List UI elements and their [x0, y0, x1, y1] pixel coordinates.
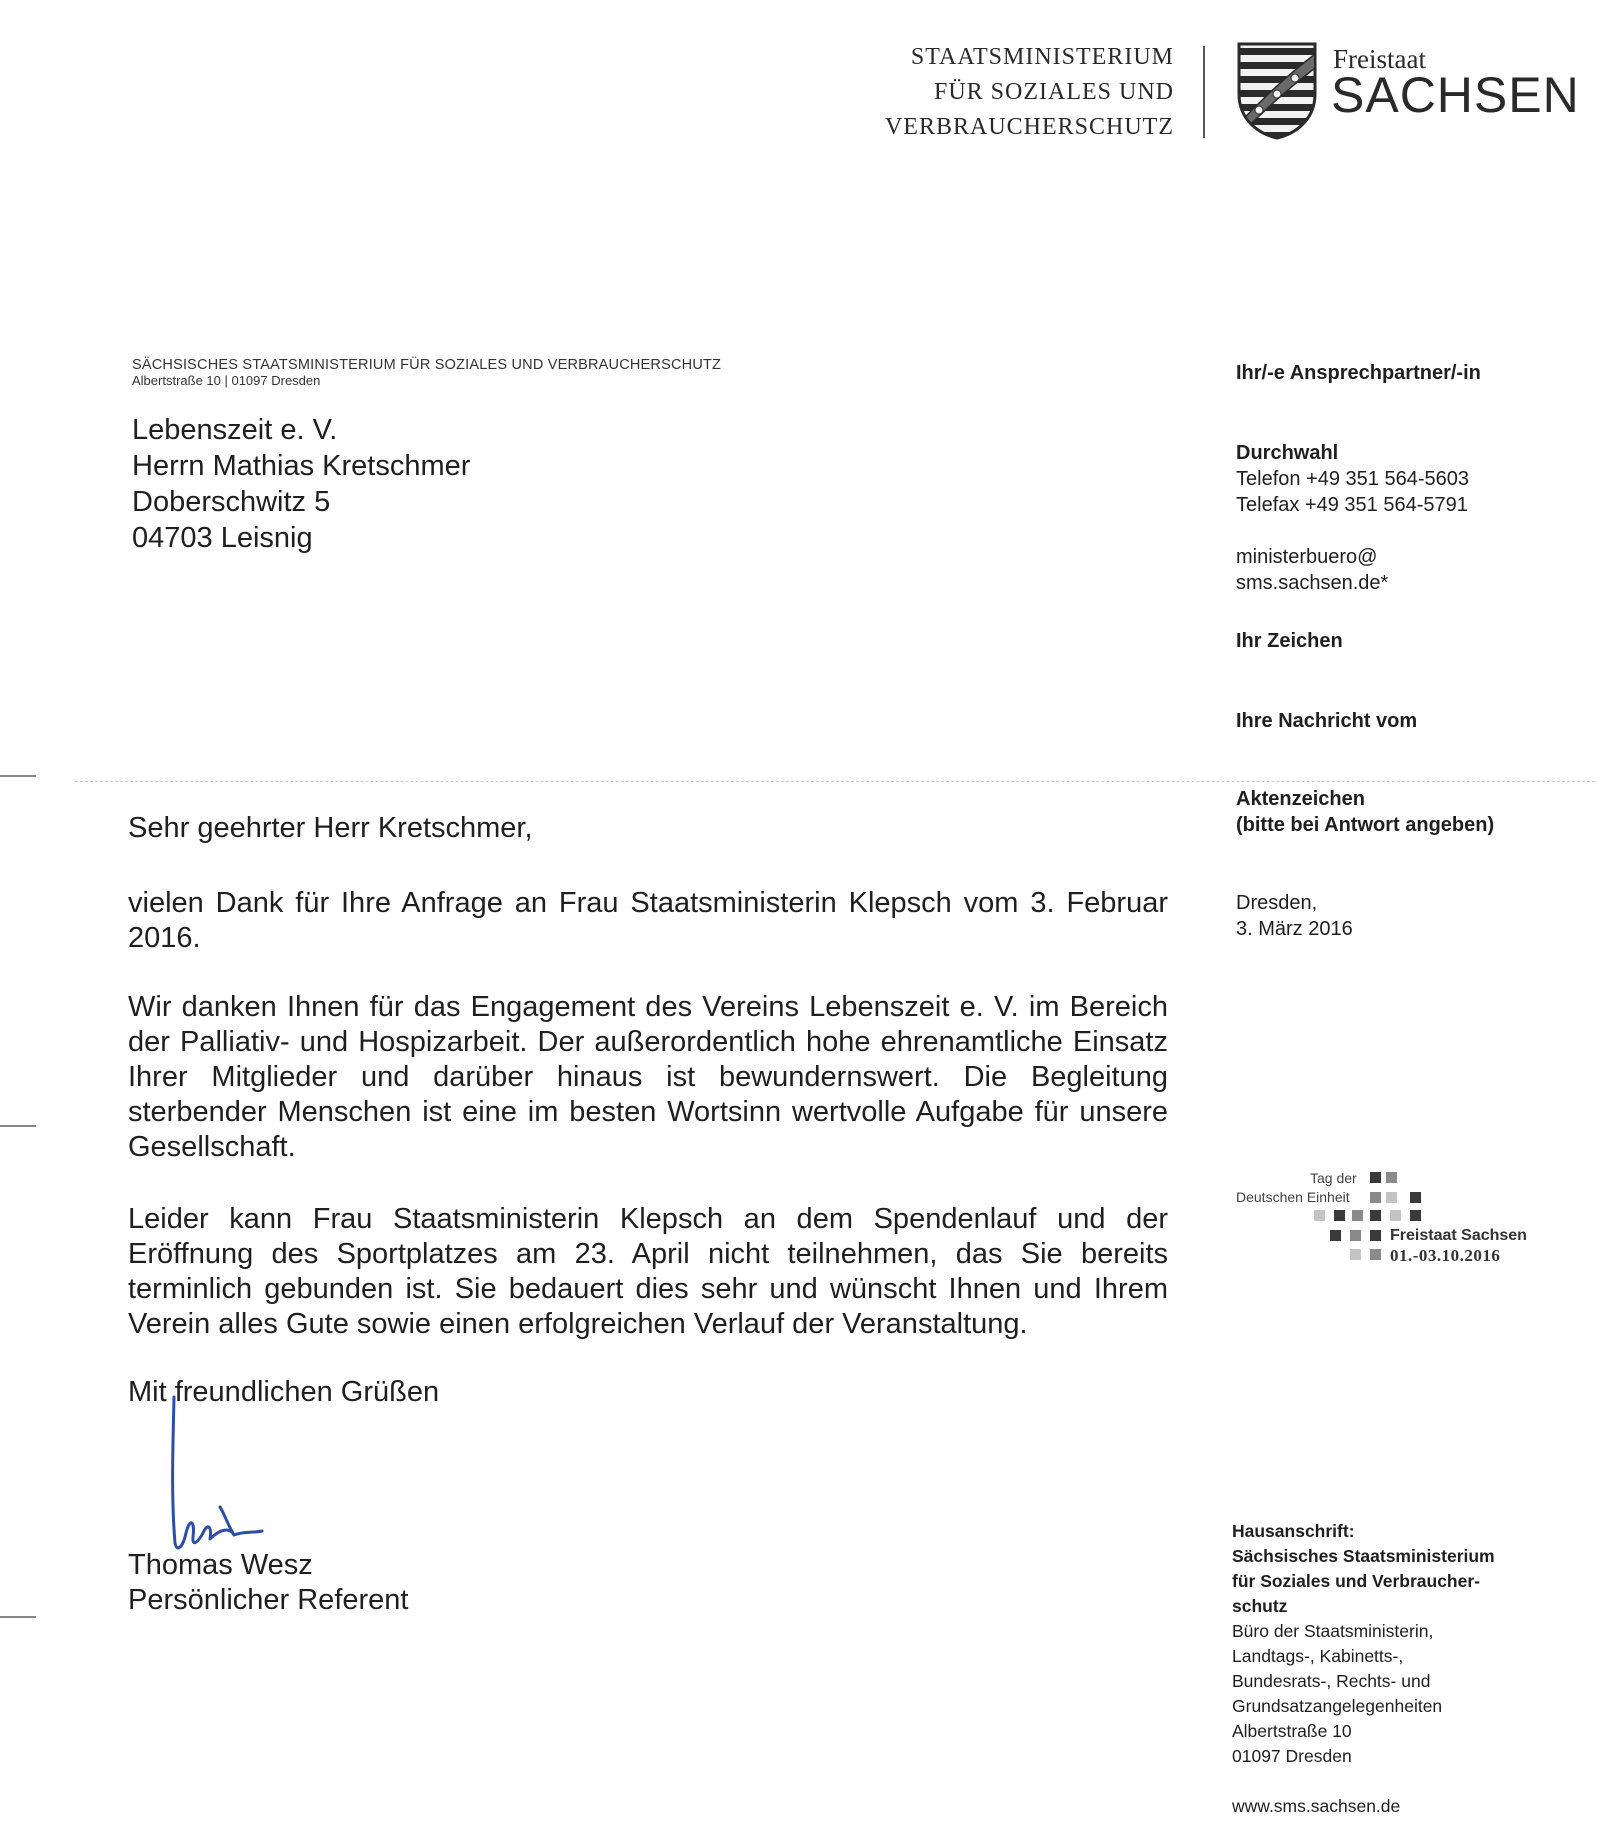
logo-square: [1370, 1230, 1381, 1241]
logo-square: [1390, 1210, 1401, 1221]
footer-heading: Hausanschrift:: [1232, 1521, 1355, 1541]
event-logo-dates: 01.-03.10.2016: [1390, 1246, 1501, 1265]
ministry-name-line1: STAATSMINISTERIUM: [910, 44, 1174, 70]
logo-square: [1386, 1172, 1397, 1183]
logo-square: [1410, 1210, 1421, 1221]
sender-address: Albertstraße 10 | 01097 Dresden: [132, 373, 321, 388]
logo-square: [1352, 1210, 1363, 1221]
sender-name: SÄCHSISCHES STAATSMINISTERIUM FÜR SOZIALES UND VERBRAUCHERSCHUTZ: [132, 357, 722, 373]
state-label: Freistaat: [1333, 44, 1426, 74]
logo-square: [1370, 1249, 1381, 1260]
contact-heading: Ihr/-e Ansprechpartner/-in: [1236, 362, 1481, 384]
logo-square: [1370, 1172, 1381, 1183]
fold-mark-bottom: [0, 1616, 36, 1618]
ministry-name-line2: FÜR SOZIALES UND: [933, 79, 1174, 105]
fax-number: Telefax +49 351 564-5791: [1236, 494, 1468, 516]
phone-number: Telefon +49 351 564-5603: [1236, 468, 1469, 490]
ministry-name: [885, 40, 1174, 145]
recipient-address: [132, 412, 470, 556]
footer-dept-line1: Büro der Staatsministerin,: [1232, 1621, 1434, 1641]
state-name: SACHSEN: [1331, 67, 1580, 123]
recipient-line4: 04703 Leisnig: [132, 522, 313, 554]
fold-mark-top: [0, 775, 36, 777]
footer-dept-line2: Landtags-, Kabinetts-,: [1232, 1646, 1404, 1666]
recipient-line1: Lebenszeit e. V.: [132, 414, 338, 446]
footer-city: 01097 Dresden: [1232, 1746, 1352, 1766]
ihre-nachricht-label: Ihre Nachricht vom: [1236, 710, 1418, 732]
event-logo-state: Freistaat Sachsen: [1390, 1227, 1527, 1244]
footer-dept-line3: Bundesrats-, Rechts- und: [1232, 1671, 1431, 1691]
ihr-zeichen-label: Ihr Zeichen: [1236, 630, 1343, 652]
logo-square: [1334, 1210, 1345, 1221]
email-line2: sms.sachsen.de*: [1236, 572, 1389, 594]
event-logo-line2: Deutschen Einheit: [1236, 1189, 1350, 1205]
closing: Mit freundlichen Grüßen: [128, 1376, 440, 1408]
signer-name: Thomas Wesz: [128, 1549, 313, 1581]
handwritten-signature: [150, 1385, 330, 1570]
fold-mark-middle: [0, 1125, 36, 1127]
letterhead-divider: [1203, 46, 1205, 138]
salutation: Sehr geehrter Herr Kretschmer,: [128, 812, 533, 844]
logo-square: [1350, 1249, 1361, 1260]
footer-org-line2: für Soziales und Verbraucher-: [1232, 1571, 1480, 1591]
logo-square: [1370, 1210, 1381, 1221]
durchwahl-heading: Durchwahl: [1236, 442, 1339, 464]
footer-org-line1: Sächsisches Staatsministerium: [1232, 1546, 1495, 1566]
signer-title: Persönlicher Referent: [128, 1584, 409, 1616]
paragraph-2: Wir danken Ihnen für das Engagement des Vereins Lebenszeit e. V. im Bereich der Palliativ- und Hospizarbeit. Der außerordentlich hohe ehrenamtliche Einsatz Ihrer Mitglieder und darüber hinaus ist bewundernswert. Die Begleitung sterbender Menschen ist eine im besten Wortsinn wertvolle Aufgabe für unsere Gesellschaft.: [128, 991, 1168, 1163]
aktenzeichen-note: (bitte bei Antwort angeben): [1236, 814, 1495, 836]
logo-square: [1350, 1230, 1361, 1241]
footer-street: Albertstraße 10: [1232, 1721, 1352, 1741]
logo-square: [1330, 1230, 1341, 1241]
paragraph-3: Leider kann Frau Staatsministerin Klepsch an dem Spendenlauf und der Eröffnung des Sportplatzes am 23. April nicht teilnehmen, das Sie bereits terminlich gebunden ist. Sie bedauert dies sehr und wünscht Ihnen und Ihrem Verein alles Gute sowie einen erfolgreichen Verlauf der Veranstaltung.: [128, 1203, 1168, 1340]
aktenzeichen-label: Aktenzeichen: [1236, 788, 1365, 810]
recipient-line3: Doberschwitz 5: [132, 486, 331, 518]
saxony-crest-icon: [1237, 42, 1317, 140]
logo-square: [1370, 1192, 1381, 1203]
logo-square: [1314, 1210, 1325, 1221]
recipient-line2: Herrn Mathias Kretschmer: [132, 450, 471, 482]
logo-square: [1410, 1192, 1421, 1203]
logo-square: [1386, 1192, 1397, 1203]
footer-website: www.sms.sachsen.de: [1232, 1796, 1401, 1816]
footer-dept-line4: Grundsatzangelegenheiten: [1232, 1696, 1443, 1716]
footer-org-line3: schutz: [1232, 1596, 1288, 1616]
event-logo-line1: Tag der: [1310, 1170, 1357, 1186]
paragraph-1: vielen Dank für Ihre Anfrage an Frau Staatsministerin Klepsch vom 3. Februar 2016.: [128, 887, 1168, 954]
letter-place: Dresden,: [1236, 892, 1318, 914]
letter-date: 3. März 2016: [1236, 918, 1353, 940]
ministry-name-line3: VERBRAUCHERSCHUTZ: [884, 114, 1174, 140]
email-line1: ministerbuero@: [1236, 546, 1378, 568]
scan-line: [75, 781, 1595, 782]
